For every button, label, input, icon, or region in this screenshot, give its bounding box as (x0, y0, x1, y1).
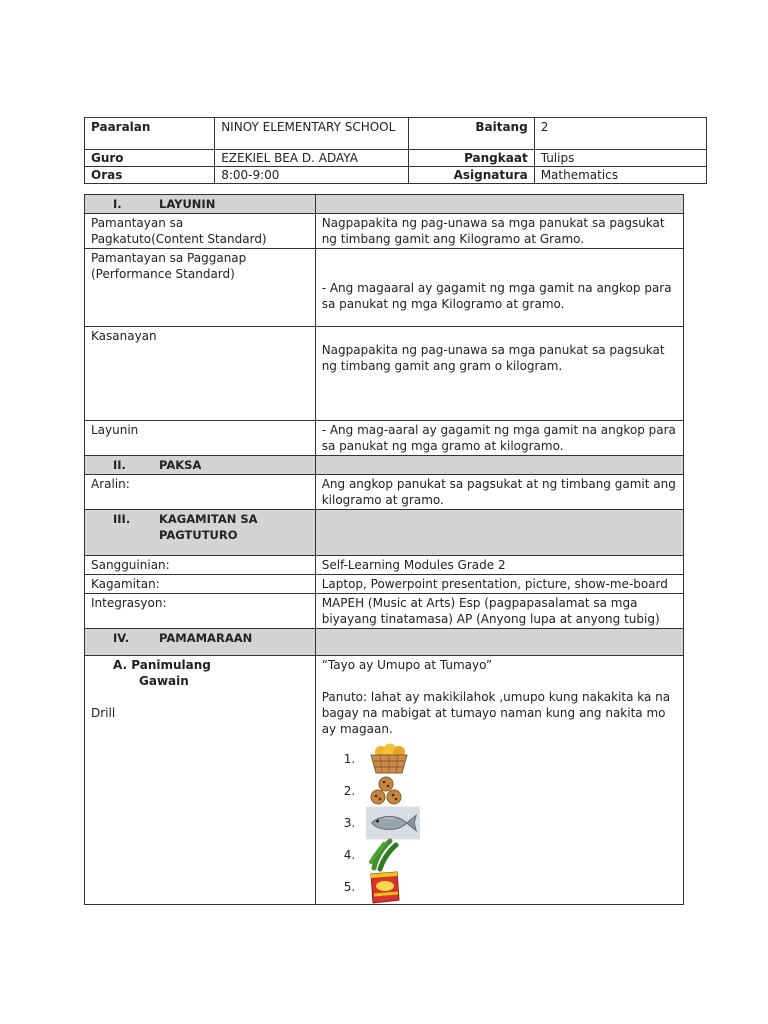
section-header-pamamaraan (85, 629, 684, 656)
row-label: Integrasyon: (85, 594, 316, 629)
subject-label: Asignatura (408, 167, 534, 184)
row-label: Kagamitan: (85, 575, 316, 594)
teacher-label: Guro (85, 150, 215, 167)
section-title: PAKSA (159, 458, 202, 472)
time-label: Oras (85, 167, 215, 184)
table-row (85, 214, 684, 249)
section-header-kagamitan (85, 510, 684, 556)
row-value: - Ang mag-aaral ay gagamit ng mga gamit na angkop para sa panukat ng mga gramo at kilogramo. (315, 421, 683, 456)
section-title: LAYUNIN (159, 197, 216, 211)
table-row (85, 421, 684, 456)
part-a-title: A. Panimulang (113, 658, 211, 672)
green-beans-icon (366, 840, 420, 870)
game-title: “Tayo ay Umupo at Tumayo” (321, 658, 493, 672)
school-value: NINOY ELEMENTARY SCHOOL (215, 118, 408, 150)
row-value: Nagpapakita ng pag-unawa sa mga panukat sa pagsukat ng timbang gamit ang gram o kilogram. (321, 343, 665, 373)
section-title: PAGTUTURO (159, 528, 238, 542)
table-row (85, 575, 684, 594)
cookies-icon (366, 776, 420, 806)
row-value: Self-Learning Modules Grade 2 (315, 556, 683, 575)
grade-value: 2 (534, 118, 706, 150)
list-item (344, 839, 677, 871)
drill-label: Drill (91, 706, 116, 720)
table-row (85, 556, 684, 575)
snack-bag-icon (366, 872, 420, 902)
section-header-paksa (85, 456, 684, 475)
header-info-table (84, 117, 707, 184)
item-number: 4. (343, 848, 356, 862)
table-row (85, 594, 684, 629)
section-title: KAGAMITAN SA (159, 512, 258, 526)
time-value: 8:00-9:00 (215, 167, 408, 184)
row-label: Pamantayan sa Pagganap (91, 251, 247, 265)
fish-icon (366, 808, 420, 838)
row-value: Ang angkop panukat sa pagsukat at ng timbang gamit ang kilogramo at gramo. (315, 475, 683, 510)
item-number: 3. (343, 816, 356, 830)
section-title: PAMAMARAAN (159, 631, 253, 645)
row-value: Nagpapakita ng pag-unawa sa mga panukat sa pagsukat ng timbang gamit ang Kilogramo at Gramo. (315, 214, 683, 249)
section-header-layunin (85, 195, 684, 214)
grade-label: Baitang (408, 118, 534, 150)
row-label: Kasanayan (85, 327, 316, 421)
table-row (85, 475, 684, 510)
row-value: MAPEH (Music at Arts) Esp (pagpapasalamat sa mga biyayang tinatamasa) AP (Anyong lupa at anyong tubig) (315, 594, 683, 629)
row-label: Pamantayan sa (91, 216, 184, 230)
row-label: (Performance Standard) (91, 267, 235, 281)
lesson-plan-table (84, 194, 684, 905)
list-item (344, 775, 677, 807)
row-value: - Ang magaaral ay gagamit ng mga gamit na angkop para sa panukat ng mga Kilogramo at gramo. (321, 281, 672, 311)
table-row (85, 327, 684, 421)
part-a-title: Gawain (139, 674, 189, 688)
section-number: I. (113, 197, 122, 211)
row-label: Aralin: (85, 475, 316, 510)
list-item (344, 743, 677, 775)
list-item (344, 871, 677, 903)
fruit-basket-icon (366, 744, 420, 774)
game-instructions: Panuto: lahat ay makikilahok ,umupo kung nakakita ka na bagay na mabigat at tumayo naman kung ang nakita mo ay magaan. (321, 690, 671, 736)
section-number: IV. (113, 631, 130, 645)
procedure-row (85, 656, 684, 905)
section-number: III. (113, 512, 131, 526)
item-number: 2. (343, 784, 356, 798)
item-number: 1. (343, 752, 356, 766)
section-value: Tulips (534, 150, 706, 167)
teacher-value: EZEKIEL BEA D. ADAYA (215, 150, 408, 167)
row-label: Layunin (85, 421, 316, 456)
drill-items-list (322, 743, 677, 903)
school-label: Paaralan (85, 118, 215, 150)
table-row (85, 249, 684, 327)
row-label: Sangguinian: (85, 556, 316, 575)
row-value: Laptop, Powerpoint presentation, picture, show-me-board (315, 575, 683, 594)
section-number: II. (113, 458, 126, 472)
item-number: 5. (343, 880, 356, 894)
subject-value: Mathematics (534, 167, 706, 184)
list-item (344, 807, 677, 839)
row-label: Pagkatuto(Content Standard) (91, 232, 267, 246)
section-label: Pangkaat (408, 150, 534, 167)
